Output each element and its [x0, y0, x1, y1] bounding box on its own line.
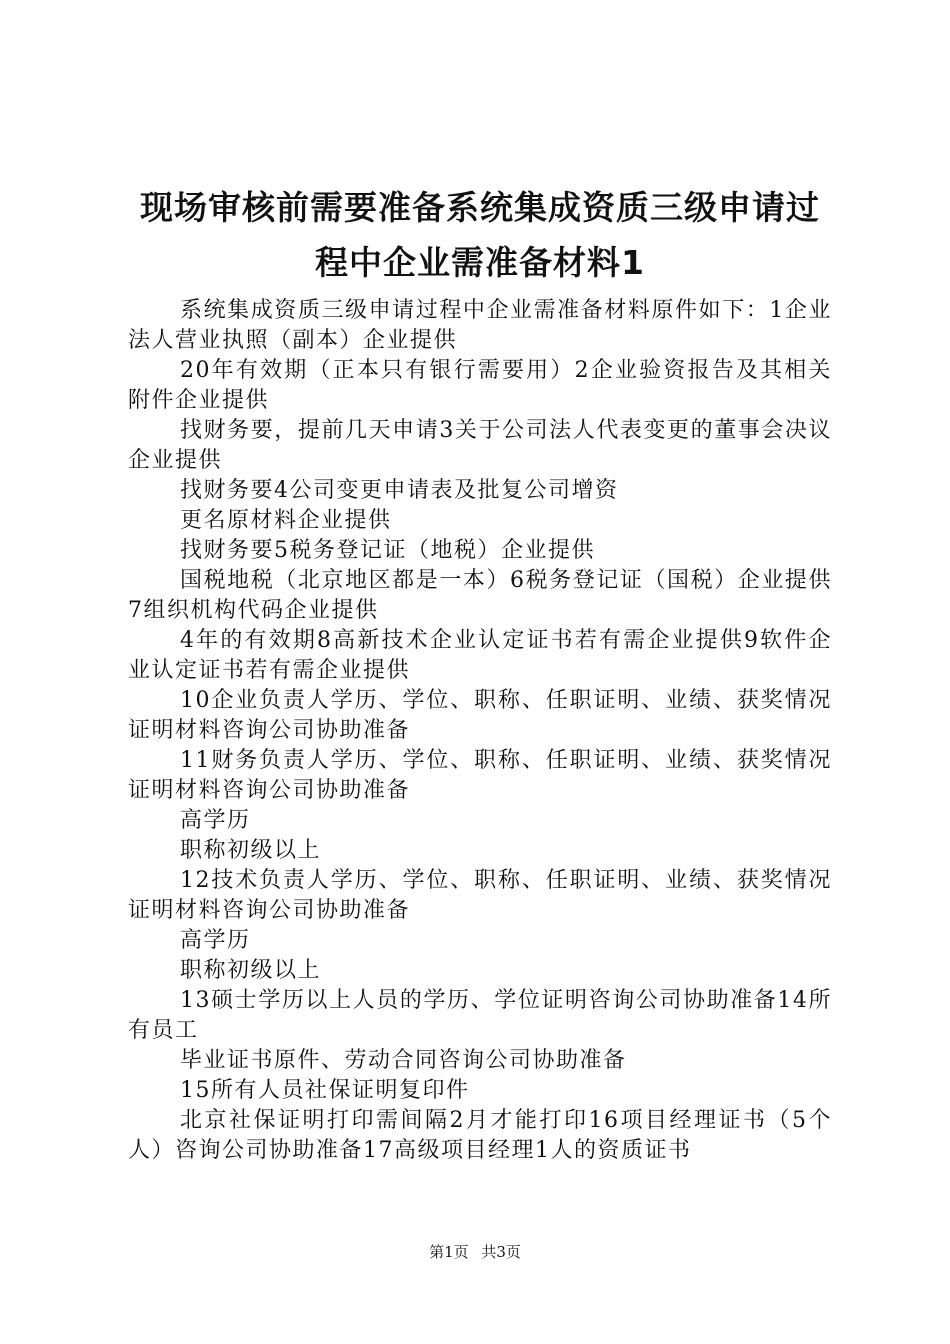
paragraph: 系统集成资质三级申请过程中企业需准备材料原件如下：1企业法人营业执照（副本）企业提供 [128, 298, 832, 353]
paragraph: 职称初级以上 [180, 958, 322, 983]
paragraph: 10企业负责人学历、学位、职称、任职证明、业绩、获奖情况证明材料咨询公司协助准备 [128, 688, 832, 743]
paragraph: 高学历 [180, 928, 251, 953]
paragraph: 15所有人员社保证明复印件 [180, 1078, 470, 1103]
title-line-1: 现场审核前需要准备系统集成资质三级申请过 [140, 188, 820, 227]
paragraph: 20年有效期（正本只有银行需要用）2企业验资报告及其相关附件企业提供 [128, 358, 832, 413]
paragraph: 4年的有效期8高新技术企业认定证书若有需企业提供9软件企业认定证书若有需企业提供 [128, 628, 832, 683]
paragraph: 11财务负责人学历、学位、职称、任职证明、业绩、获奖情况证明材料咨询公司协助准备 [128, 748, 832, 803]
paragraph: 找财务要4公司变更申请表及批复公司增资 [180, 478, 619, 503]
paragraph: 找财务要，提前几天申请3关于公司法人代表变更的董事会决议企业提供 [128, 418, 832, 473]
paragraph: 12技术负责人学历、学位、职称、任职证明、业绩、获奖情况证明材料咨询公司协助准备 [128, 868, 832, 923]
paragraph: 北京社保证明打印需间隔2月才能打印16项目经理证书（5个人）咨询公司协助准备17高级项目经理1人的资质证书 [128, 1108, 832, 1163]
page-total: 共3页 [481, 1243, 521, 1261]
paragraph: 毕业证书原件、劳动合同咨询公司协助准备 [180, 1048, 627, 1073]
title-line-2: 程中企业需准备材料1 [315, 243, 645, 282]
paragraph: 职称初级以上 [180, 838, 322, 863]
paragraph: 高学历 [180, 808, 251, 833]
paragraph: 13硕士学历以上人员的学历、学位证明咨询公司协助准备14所有员工 [128, 988, 832, 1043]
paragraph: 找财务要5税务登记证（地税）企业提供 [180, 538, 595, 563]
paragraph: 国税地税（北京地区都是一本）6税务登记证（国税）企业提供7组织机构代码企业提供 [128, 568, 832, 623]
paragraph: 更名原材料企业提供 [180, 508, 392, 533]
document-body [128, 296, 832, 1166]
document-title [120, 180, 840, 290]
page-number: 第1页 [429, 1243, 469, 1261]
page-footer [0, 1242, 950, 1262]
